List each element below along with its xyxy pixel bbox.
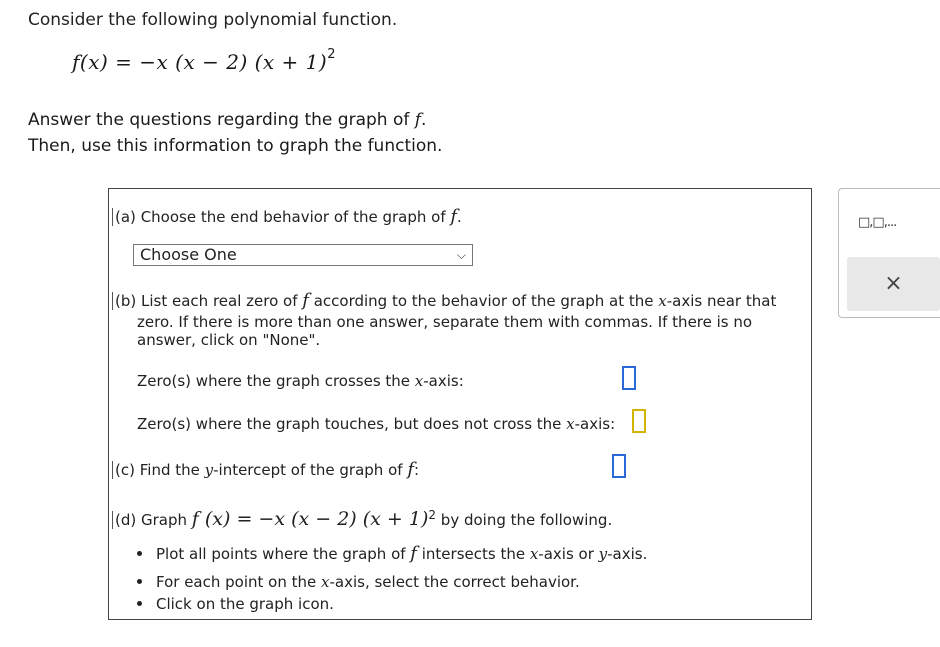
bullet-2 [137,573,580,591]
bullet-1-text-mid: intersects the [416,545,530,563]
part-c-text: Find the [139,461,205,479]
part-d-formula: f (x) = −x (x − 2) (x + 1) [191,508,429,530]
crosses-label [137,372,464,390]
part-a-var: f [450,206,458,227]
bullet-1-x: x [529,545,539,563]
part-d-prompt [112,508,612,530]
crosses-axis: x [414,372,424,390]
instruction-text: Answer the questions regarding the graph of [28,110,415,130]
part-b-axis: x [658,292,667,310]
formula-body: (x) = −x (x − 2) (x + 1) [79,50,328,74]
bullet-1-text-mid2: -axis or [538,545,599,563]
function-formula [72,47,336,74]
formula-lhs: f [72,50,80,74]
formula-exponent: 2 [327,47,336,63]
part-b-prompt-line-2: zero. If there is more than one answer, separate them with commas. If there is no [137,313,753,331]
bullet-1-var: f [410,543,417,564]
part-a-punct: . [457,208,462,226]
part-b-var: f [302,290,309,311]
part-d-text: Graph [141,511,192,529]
part-a-text: Choose the end behavior of the graph of [140,208,451,226]
bullet-2-text: For each point on the [156,573,322,591]
crosses-text: Zero(s) where the graph crosses the [137,372,415,390]
bullet-1-text-post: -axis. [607,545,648,563]
part-b-text: List each real zero of [141,292,303,310]
bullet-2-text-post: -axis, select the correct behavior. [329,573,580,591]
list-entry-tool-button[interactable]: □,□,... [858,215,897,230]
y-intercept-input[interactable] [612,454,626,478]
bullet-1-text: Plot all points where the graph of [156,545,411,563]
instruction-punct: . [421,110,427,130]
part-c-axis: y [204,461,214,479]
part-d-text-post: by doing the following. [436,511,613,529]
part-d-exponent: 2 [428,508,437,522]
part-c-text-mid: -intercept of the graph of [213,461,408,479]
crosses-text-post: -axis: [423,372,464,390]
chevron-down-icon: ⌵ [456,248,466,262]
part-c-punct: : [413,461,420,479]
part-b-prompt-line-1 [112,290,776,311]
bullet-dot [137,601,142,606]
close-icon: × [884,271,903,296]
part-a-label: (a) [112,208,136,226]
intro-text: Consider the following polynomial function. [28,10,398,30]
touches-label [137,415,615,433]
touches-zeros-input[interactable] [632,409,646,433]
bullet-dot [137,551,142,556]
bullet-1 [137,543,647,564]
bullet-1-y: y [598,545,608,563]
touches-text-post: -axis: [574,415,616,433]
instruction-line-2: Then, use this information to graph the function. [28,136,443,156]
touches-axis: x [566,415,575,433]
part-c-label: (c) [112,461,135,479]
part-b-text-post: -axis near that [666,292,777,310]
end-behavior-select[interactable] [133,244,473,266]
part-c-prompt [112,459,419,480]
bullet-3-text: Click on the graph icon. [156,595,334,613]
instruction-var: f [414,110,422,130]
bullet-3 [137,595,334,613]
crosses-zeros-input[interactable] [622,366,636,390]
select-value: Choose One [140,245,237,264]
part-b-text-mid: according to the behavior of the graph at the [308,292,659,310]
part-d-label: (d) [112,511,136,529]
touches-text: Zero(s) where the graph touches, but does not cross the [137,415,567,433]
bullet-dot [137,579,142,584]
instruction-line-1 [28,110,426,130]
part-a-prompt [112,206,462,227]
part-b-prompt-line-3: answer, click on "None". [137,331,321,349]
clear-button[interactable] [847,257,940,311]
part-b-label: (b) [112,292,136,310]
bullet-2-x: x [321,573,330,591]
part-c-var: f [407,459,414,480]
